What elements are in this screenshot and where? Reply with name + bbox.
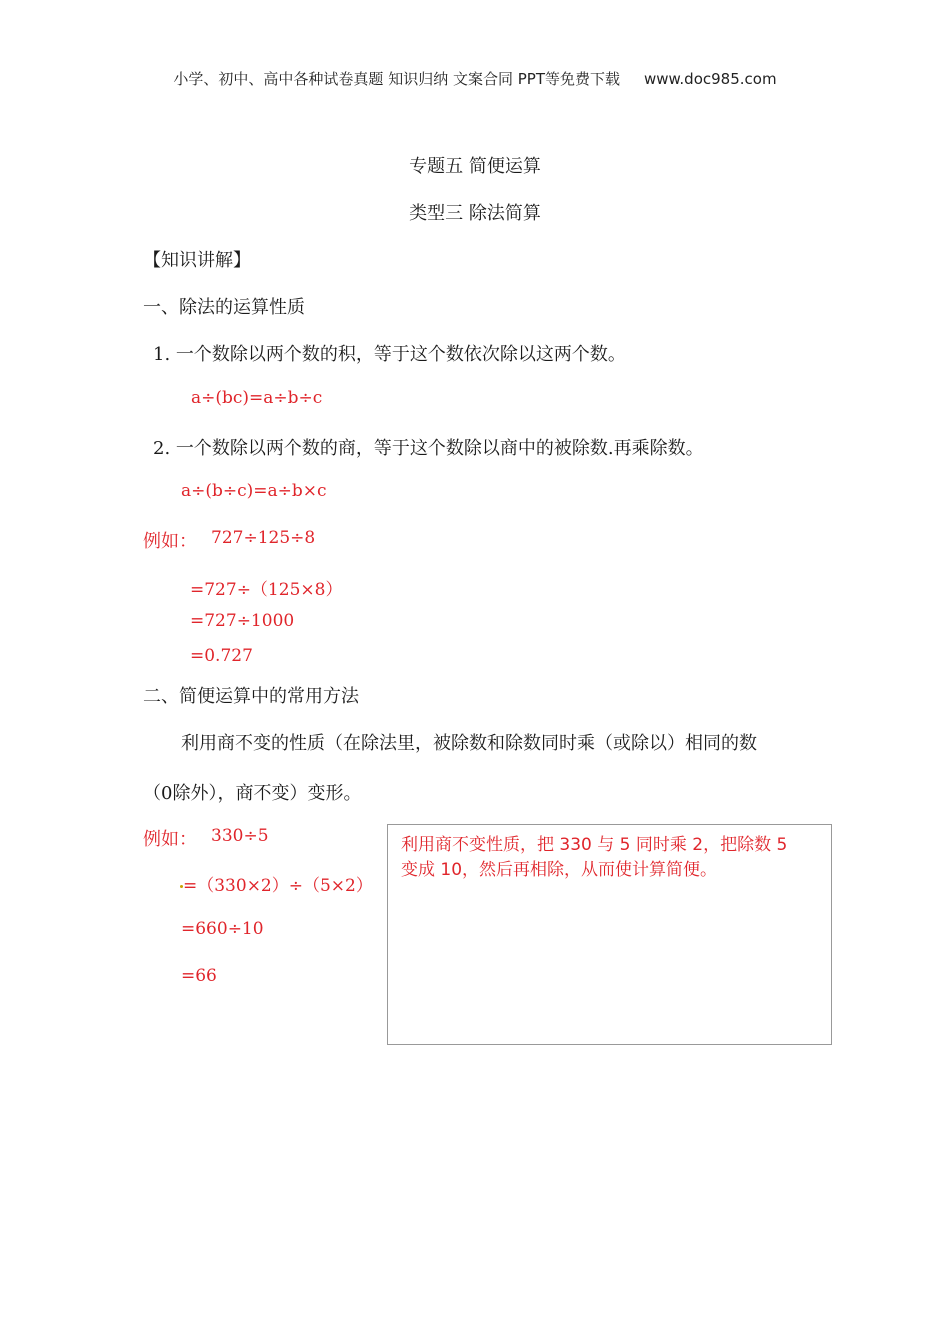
section1-step: =0.727 xyxy=(190,646,253,666)
section1-step: =727÷1000 xyxy=(190,611,295,631)
section2-para-line2: （0除外），商不变）变形。 xyxy=(143,783,362,804)
section2-step: =660÷10 xyxy=(181,919,264,939)
section2-heading: 二、简便运算中的常用方法 xyxy=(143,686,359,707)
section2-step: =66 xyxy=(181,966,217,986)
header-text: 小学、初中、高中各种试卷真题 知识归纳 文案合同 PPT等免费下载 xyxy=(173,70,620,88)
section2-step-row xyxy=(180,871,373,896)
section1-formula1: a÷(bc)=a÷b÷c xyxy=(191,388,323,408)
type-title: 类型三 除法简算 xyxy=(409,203,541,224)
header-site: www.doc985.com xyxy=(643,70,777,88)
page-header xyxy=(0,68,950,89)
section2-example-expr: 330÷5 xyxy=(211,826,269,846)
section2-para-line1: 利用商不变的性质（在除法里，被除数和除数同时乘（或除以）相同的数 xyxy=(181,733,757,754)
note-line1: 利用商不变性质，把 330 与 5 同时乘 2，把除数 5 xyxy=(401,835,788,855)
section1-heading: 一、除法的运算性质 xyxy=(143,297,305,318)
explanation-note-box xyxy=(387,824,832,1045)
section1-rule1: 1. 一个数除以两个数的积，等于这个数依次除以这两个数。 xyxy=(153,344,626,365)
topic-title: 专题五 简便运算 xyxy=(409,156,541,177)
section1-rule2: 2. 一个数除以两个数的商，等于这个数除以商中的被除数.再乘除数。 xyxy=(153,438,704,459)
section1-example-label: 例如： xyxy=(143,531,197,552)
section1-step: =727÷（125×8） xyxy=(190,580,343,600)
section1-example-expr: 727÷125÷8 xyxy=(211,528,316,548)
section2-step: =（330×2）÷（5×2） xyxy=(183,876,373,896)
section1-formula2: a÷(b÷c)=a÷b×c xyxy=(181,481,327,501)
knowledge-heading: 【知识讲解】 xyxy=(143,250,251,271)
note-line2: 变成 10，然后再相除，从而使计算简便。 xyxy=(401,860,718,880)
section2-example-label: 例如： xyxy=(143,829,197,850)
